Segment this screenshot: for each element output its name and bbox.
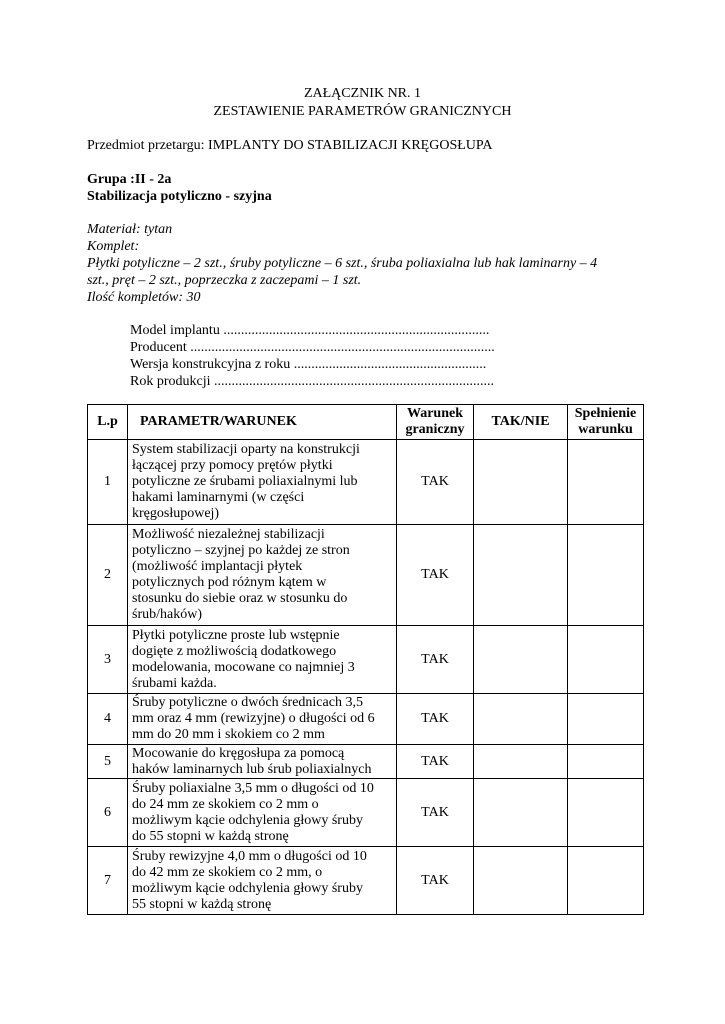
- row-number: 5: [88, 745, 128, 779]
- row-fulfillment-cell[interactable]: [568, 626, 644, 694]
- row-tak-nie-cell[interactable]: [474, 440, 568, 525]
- parameter-line: śrubami każda.: [132, 675, 217, 691]
- row-fulfillment-cell[interactable]: [568, 694, 644, 745]
- group-code: Grupa :II - 2a: [87, 172, 172, 187]
- table-row: [88, 525, 644, 626]
- row-limit-value: TAK: [397, 847, 474, 915]
- parameter-line: Mocowanie do kręgosłupa za pomocą: [132, 745, 345, 761]
- row-parameter: [128, 779, 397, 847]
- material-line: Materiał: tytan: [87, 222, 173, 237]
- parameter-line: do 42 mm ze skokiem co 2 mm, o: [132, 864, 323, 880]
- row-parameter: [128, 745, 397, 779]
- table-row: [88, 847, 644, 915]
- row-parameter: [128, 440, 397, 525]
- parameter-line: stosunku do siebie oraz w stosunku do: [132, 591, 348, 606]
- parameter-line: (możliwość implantacji płytek: [132, 559, 303, 574]
- row-limit-value: TAK: [397, 626, 474, 694]
- row-parameter: [128, 626, 397, 694]
- parameter-line: System stabilizacji oparty na konstrukcji: [132, 442, 360, 457]
- row-tak-nie-cell[interactable]: [474, 779, 568, 847]
- parameter-line: śrub/haków): [132, 607, 202, 622]
- row-parameter: [128, 694, 397, 745]
- row-number: 4: [88, 694, 128, 745]
- row-limit-value: TAK: [397, 525, 474, 626]
- row-tak-nie-cell[interactable]: [474, 847, 568, 915]
- parameter-line: Śruby potyliczne o dwóch średnicach 3,5: [132, 695, 363, 710]
- set-contents-line-2: szt., pręt – 2 szt., poprzeczka z zaczepami – 1 szt.: [87, 273, 362, 288]
- parameter-line: łączącej przy pomocy prętów płytki: [132, 458, 333, 473]
- header-fulfillment: Spełnienie warunku: [568, 405, 644, 440]
- form-field-producer: Producent .......................................................................................: [130, 340, 495, 355]
- parameter-line: dogięte z możliwością dodatkowego: [132, 643, 337, 659]
- row-fulfillment-cell[interactable]: [568, 779, 644, 847]
- parameter-line: 55 stopni w każdą stronę: [132, 896, 272, 912]
- header-parameter: PARAMETR/WARUNEK: [128, 405, 397, 440]
- parameter-line: hakami laminarnymi (w części: [132, 490, 305, 505]
- row-limit-value: TAK: [397, 779, 474, 847]
- table-row: [88, 440, 644, 525]
- document-title: ZESTAWIENIE PARAMETRÓW GRANICZNYCH: [213, 104, 512, 119]
- annex-number: ZAŁĄCZNIK NR. 1: [303, 86, 422, 101]
- parameter-line: mm do 20 mm i skokiem co 2 mm: [132, 727, 325, 742]
- row-limit-value: TAK: [397, 694, 474, 745]
- parameter-line: potyliczne ze śrubami poliaxialnymi lub: [132, 474, 358, 489]
- row-fulfillment-cell[interactable]: [568, 745, 644, 779]
- parameter-line: potylicznych pod różnym kątem w: [132, 575, 327, 590]
- row-fulfillment-cell[interactable]: [568, 525, 644, 626]
- form-field-production-year: Rok produkcji ................................................................................: [130, 374, 494, 389]
- parameter-line: możliwym kącie odchylenia głowy śruby: [132, 880, 363, 896]
- table-row: [88, 745, 644, 779]
- parameter-line: haków laminarnych lub śrub poliaxialnych: [132, 761, 372, 777]
- parameter-line: Możliwość niezależnej stabilizacji: [132, 527, 325, 542]
- row-limit-value: TAK: [397, 440, 474, 525]
- row-limit-value: TAK: [397, 745, 474, 779]
- row-fulfillment-cell[interactable]: [568, 847, 644, 915]
- parameter-line: do 55 stopni w każdą stronę: [132, 828, 289, 844]
- row-parameter: [128, 525, 397, 626]
- row-number: 7: [88, 847, 128, 915]
- parameter-line: potyliczno – szyjnej po każdej ze stron: [132, 543, 350, 558]
- row-number: 1: [88, 440, 128, 525]
- row-number: 3: [88, 626, 128, 694]
- parameter-line: Płytki potyliczne proste lub wstępnie: [132, 627, 340, 643]
- form-field-model: Model implantu ............................................................................: [130, 323, 490, 338]
- parameter-line: kręgosłupowej): [132, 506, 220, 521]
- table-row: [88, 779, 644, 847]
- row-tak-nie-cell[interactable]: [474, 694, 568, 745]
- row-parameter: [128, 847, 397, 915]
- parameter-line: możliwym kącie odchylenia głowy śruby: [132, 812, 363, 828]
- set-label: Komplet:: [87, 239, 140, 254]
- row-tak-nie-cell[interactable]: [474, 525, 568, 626]
- form-field-version-year: Wersja konstrukcyjna z roku .......................................................: [130, 357, 487, 372]
- header-tak-nie: TAK/NIE: [474, 405, 568, 440]
- table-row: [88, 626, 644, 694]
- parameters-table: [87, 404, 644, 915]
- parameter-line: Śruby poliaxialne 3,5 mm o długości od 10: [132, 780, 374, 796]
- parameter-line: mm oraz 4 mm (rewizyjne) o długości od 6: [132, 711, 375, 726]
- row-tak-nie-cell[interactable]: [474, 745, 568, 779]
- header-limit: Warunek graniczny: [397, 405, 474, 440]
- row-number: 2: [88, 525, 128, 626]
- table-row: [88, 694, 644, 745]
- parameter-line: modelowania, mocowane co najmniej 3: [132, 659, 355, 675]
- parameter-line: Śruby rewizyjne 4,0 mm o długości od 10: [132, 848, 367, 864]
- table-header-row: [88, 405, 644, 440]
- set-contents-line-1: Płytki potyliczne – 2 szt., śruby potyliczne – 6 szt., śruba poliaxialna lub hak laminarny – 4: [87, 256, 598, 271]
- header-lp: L.p: [88, 405, 128, 440]
- group-name: Stabilizacja potyliczno - szyjna: [87, 189, 272, 204]
- row-tak-nie-cell[interactable]: [474, 626, 568, 694]
- row-fulfillment-cell[interactable]: [568, 440, 644, 525]
- row-number: 6: [88, 779, 128, 847]
- set-quantity: Ilość kompletów: 30: [87, 290, 201, 305]
- parameter-line: do 24 mm ze skokiem co 2 mm o: [132, 796, 319, 812]
- tender-subject: Przedmiot przetargu: IMPLANTY DO STABILIZACJI KRĘGOSŁUPA: [87, 138, 493, 153]
